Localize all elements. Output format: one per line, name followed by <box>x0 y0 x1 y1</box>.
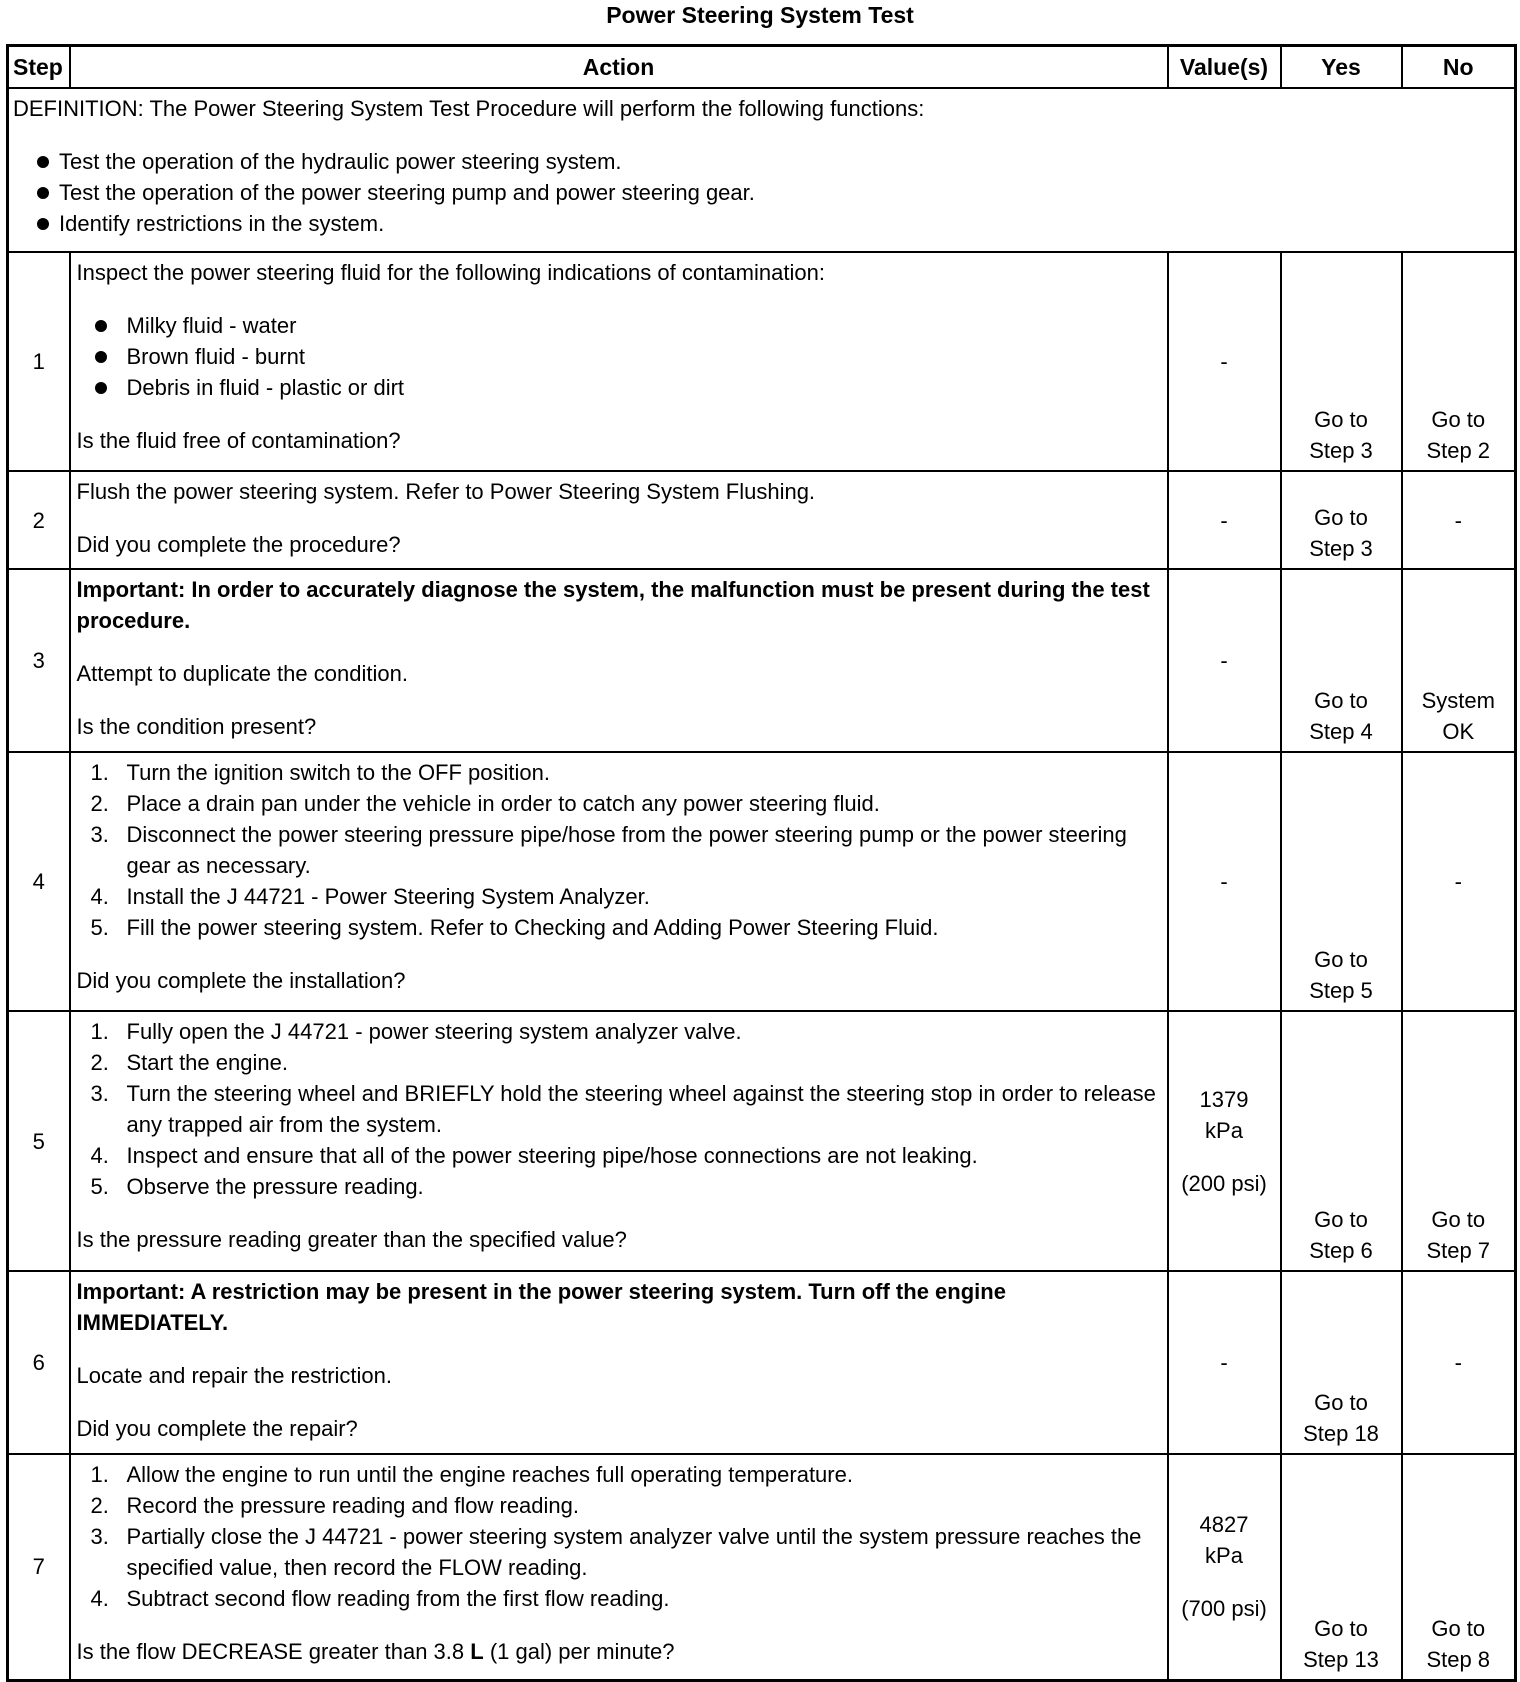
table-row <box>8 569 1516 752</box>
action-question: Is the condition present? <box>76 714 317 739</box>
yes-cell: Go to Step 5 <box>1281 752 1402 1011</box>
action-numbered-list <box>77 757 1161 943</box>
no-cell: Go to Step 2 <box>1402 252 1516 471</box>
value-cell: - <box>1168 252 1281 471</box>
yes-cell: Go to Step 6 <box>1281 1011 1402 1271</box>
bullet-icon <box>37 156 49 168</box>
table-row <box>8 1271 1516 1454</box>
important-note: Important: A restriction may be present in the power steering system. Turn off the engine IMMEDIATELY. <box>76 1279 1006 1335</box>
yes-cell: Go to Step 13 <box>1281 1454 1402 1680</box>
bullet-icon <box>95 351 107 363</box>
header-no: No <box>1402 46 1516 89</box>
action-question: Did you complete the procedure? <box>76 532 401 557</box>
list-item: 5. Fill the power steering system. Refer to Checking and Adding Power Steering Fluid. <box>90 915 939 940</box>
definition-cell <box>8 88 1516 252</box>
no-cell: Go to Step 7 <box>1402 1011 1516 1271</box>
list-item: 2. Place a drain pan under the vehicle in order to catch any power steering fluid. <box>90 791 880 816</box>
list-item: 4. Install the J 44721 - Power Steering System Analyzer. <box>90 884 650 909</box>
value-cell: - <box>1168 1271 1281 1454</box>
action-bullet-list <box>77 310 1161 403</box>
action-cell <box>70 1271 1168 1454</box>
no-cell: - <box>1402 471 1516 569</box>
list-item: Test the operation of the power steering pump and power steering gear. <box>13 177 1508 208</box>
list-item: 5. Observe the pressure reading. <box>90 1174 424 1199</box>
yes-cell: Go to Step 3 <box>1281 471 1402 569</box>
definition-text: DEFINITION: The Power Steering System Test Procedure will perform the following functions: <box>13 96 925 121</box>
step-number: 3 <box>8 569 70 752</box>
value-cell: - <box>1168 569 1281 752</box>
action-intro: Locate and repair the restriction. <box>76 1363 393 1388</box>
action-question: Is the pressure reading greater than the specified value? <box>76 1227 627 1252</box>
action-intro: Inspect the power steering fluid for the following indications of contamination: <box>76 260 825 285</box>
list-item: 4. Inspect and ensure that all of the power steering pipe/hose connections are not leaking. <box>90 1143 978 1168</box>
table-row <box>8 1454 1516 1680</box>
bullet-icon <box>95 320 107 332</box>
step-number: 2 <box>8 471 70 569</box>
bullet-icon <box>37 187 49 199</box>
action-cell <box>70 471 1168 569</box>
action-numbered-list <box>77 1459 1161 1614</box>
list-item: Milky fluid - water <box>77 310 1161 341</box>
step-number: 1 <box>8 252 70 471</box>
action-cell <box>70 752 1168 1011</box>
table-row <box>8 252 1516 471</box>
action-intro: Attempt to duplicate the condition. <box>76 661 408 686</box>
list-item: Brown fluid - burnt <box>77 341 1161 372</box>
no-cell: System OK <box>1402 569 1516 752</box>
action-cell <box>70 252 1168 471</box>
list-item: 1. Turn the ignition switch to the OFF position. <box>90 760 550 785</box>
action-intro: Flush the power steering system. Refer to Power Steering System Flushing. <box>76 479 816 504</box>
header-step: Step <box>8 46 70 89</box>
table-row <box>8 752 1516 1011</box>
value-cell: - <box>1168 471 1281 569</box>
list-item: 2. Record the pressure reading and flow reading. <box>90 1493 579 1518</box>
table-row <box>8 1011 1516 1271</box>
list-item: Identify restrictions in the system. <box>13 208 1508 239</box>
action-cell <box>70 569 1168 752</box>
action-question: Is the flow DECREASE greater than 3.8 L (1 gal) per minute? <box>76 1639 675 1664</box>
important-note: Important: In order to accurately diagnose the system, the malfunction must be present during the test procedure. <box>76 577 1150 633</box>
step-number: 4 <box>8 752 70 1011</box>
step-number: 7 <box>8 1454 70 1680</box>
list-item: 3. Turn the steering wheel and BRIEFLY hold the steering wheel against the steering stop in order to release any trapped air from the system. <box>90 1081 1156 1137</box>
no-cell: - <box>1402 1271 1516 1454</box>
bullet-icon <box>37 218 49 230</box>
no-cell: Go to Step 8 <box>1402 1454 1516 1680</box>
procedure-table <box>6 44 1517 1682</box>
no-cell: - <box>1402 752 1516 1011</box>
list-item: 1. Fully open the J 44721 - power steering system analyzer valve. <box>90 1019 742 1044</box>
list-item: 1. Allow the engine to run until the engine reaches full operating temperature. <box>90 1462 853 1487</box>
action-question: Is the fluid free of contamination? <box>76 428 401 453</box>
definition-row <box>8 88 1516 252</box>
yes-cell: Go to Step 18 <box>1281 1271 1402 1454</box>
list-item: Test the operation of the hydraulic power steering system. <box>13 146 1508 177</box>
list-item: 4. Subtract second flow reading from the first flow reading. <box>90 1586 670 1611</box>
yes-cell: Go to Step 4 <box>1281 569 1402 752</box>
step-number: 6 <box>8 1271 70 1454</box>
value-cell: 4827 kPa (700 psi) <box>1168 1454 1281 1680</box>
yes-cell: Go to Step 3 <box>1281 252 1402 471</box>
action-numbered-list <box>77 1016 1161 1202</box>
value-cell: 1379 kPa (200 psi) <box>1168 1011 1281 1271</box>
action-cell <box>70 1011 1168 1271</box>
step-number: 5 <box>8 1011 70 1271</box>
header-row <box>8 46 1516 89</box>
header-values: Value(s) <box>1168 46 1281 89</box>
list-item: Debris in fluid - plastic or dirt <box>77 372 1161 403</box>
page-title: Power Steering System Test <box>606 2 914 28</box>
value-cell: - <box>1168 752 1281 1011</box>
list-item: 2. Start the engine. <box>90 1050 288 1075</box>
bullet-icon <box>95 382 107 394</box>
table-row <box>8 471 1516 569</box>
list-item: 3. Disconnect the power steering pressure pipe/hose from the power steering pump or the power steering gear as necessary. <box>90 822 1127 878</box>
action-cell <box>70 1454 1168 1680</box>
action-question: Did you complete the installation? <box>76 968 406 993</box>
action-question: Did you complete the repair? <box>76 1416 358 1441</box>
header-action: Action <box>70 46 1168 89</box>
definition-bullet-list <box>13 146 1508 239</box>
list-item: 3. Partially close the J 44721 - power steering system analyzer valve until the system pressure reaches the specified value, then record the FLOW reading. <box>90 1524 1142 1580</box>
header-yes: Yes <box>1281 46 1402 89</box>
